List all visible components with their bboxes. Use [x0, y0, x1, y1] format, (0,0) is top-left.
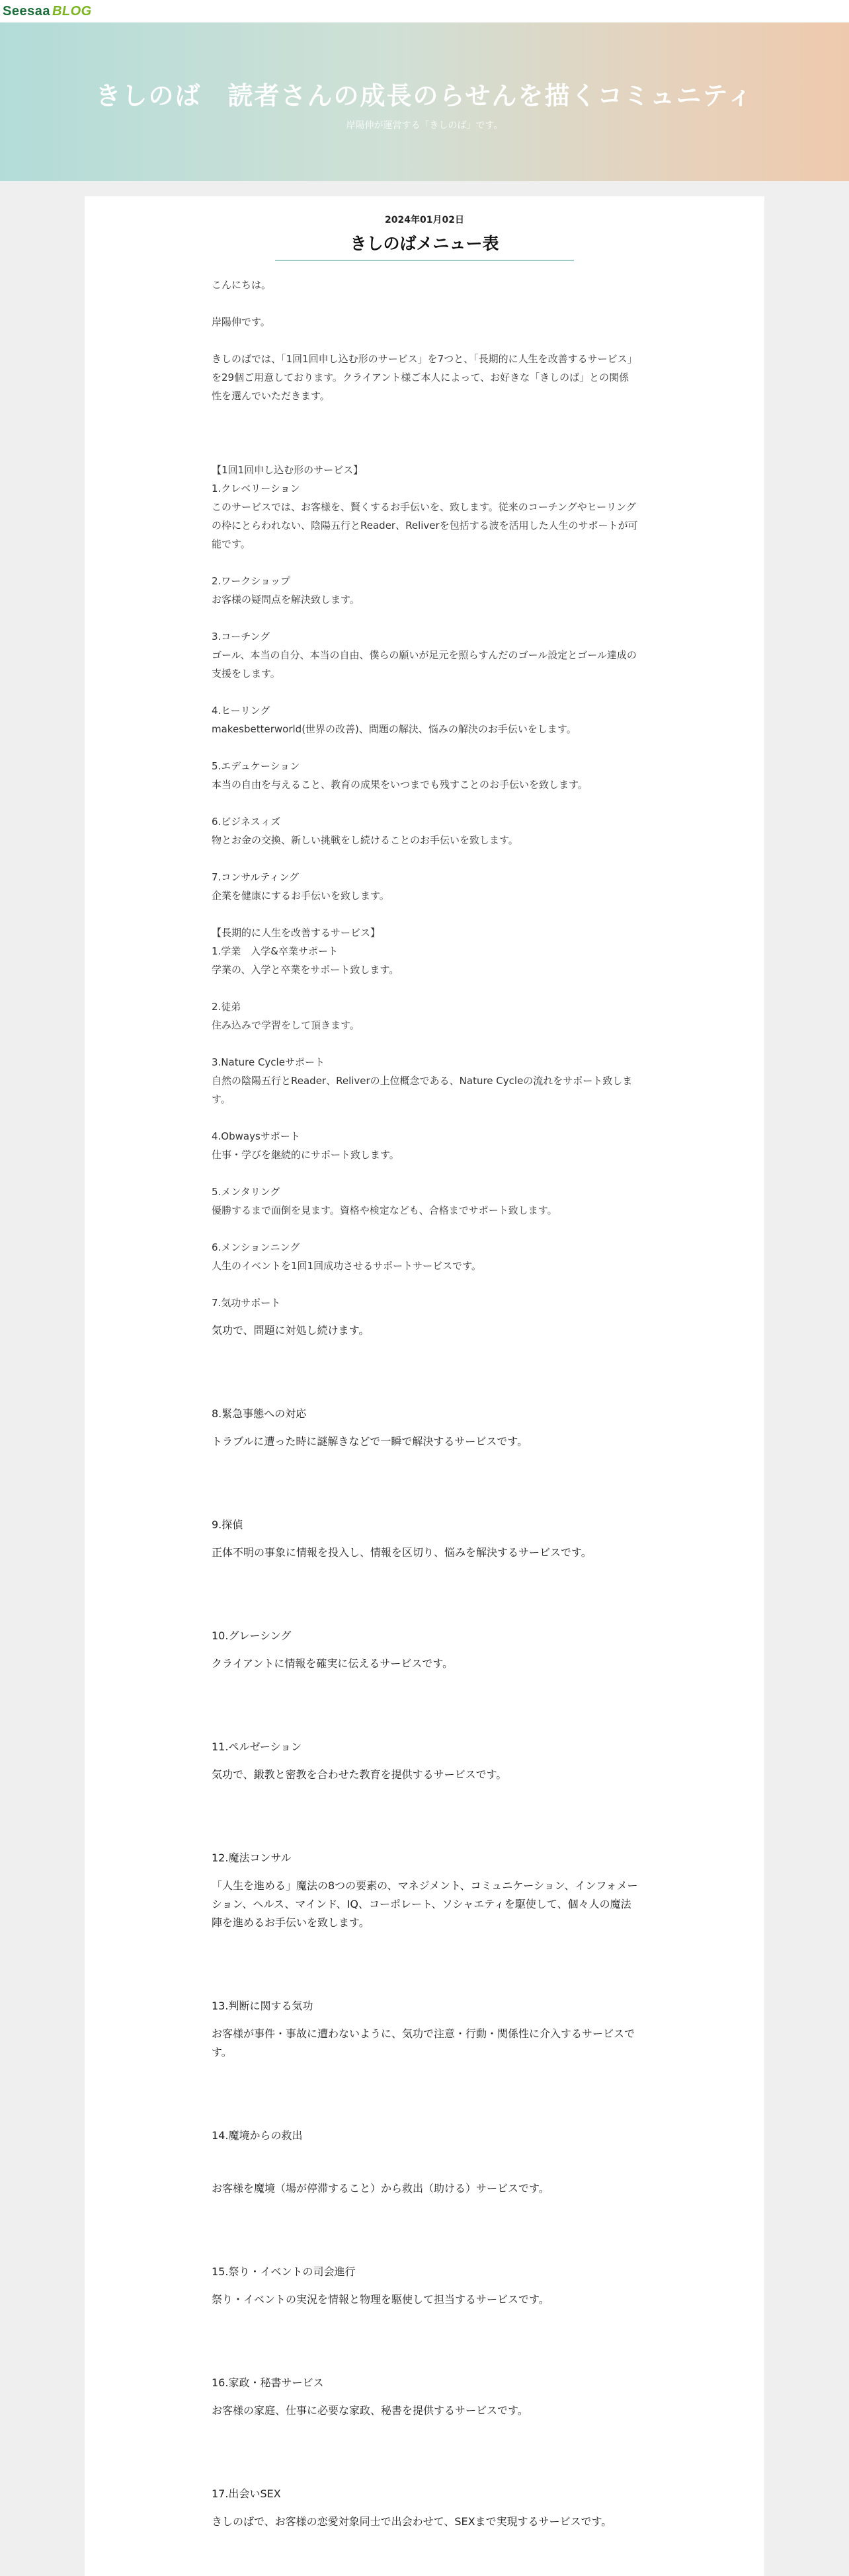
service-desc: 企業を健康にするお手伝いを致します。: [212, 890, 389, 902]
service-title: 6.ビジネスィズ: [212, 816, 281, 828]
service-title: 2.徒弟: [212, 1001, 241, 1013]
service-title: 9.探偵: [212, 1518, 243, 1531]
service-title: 4.ヒーリング: [212, 705, 270, 717]
service-desc: makesbetterworld(世界の改善)、問題の解決、悩みの解決のお手伝いをします。: [212, 723, 577, 735]
intro-greeting: こんにちは。: [212, 279, 272, 291]
service-block: [212, 2263, 639, 2309]
service-desc: 優勝するまで面倒を見ます。資格や検定なども、合格までサポート致します。: [212, 1204, 557, 1216]
post-date: 2024年01月02日: [385, 215, 464, 225]
service-desc: お客様の家庭、仕事に必要な家政、秘書を提供するサービスです。: [212, 2404, 528, 2417]
service-title: 17.出会いSEX: [212, 2487, 281, 2500]
service-title: 8.緊急事態への対応: [212, 1407, 307, 1420]
service-title: 2.ワークショップ: [212, 575, 291, 587]
service-title: 10.グレーシング: [212, 1629, 292, 1642]
service-title: 3.コーチング: [212, 631, 270, 643]
service-block: [212, 1627, 639, 1673]
article-body: [212, 276, 639, 2531]
blog-header-banner: [0, 22, 849, 181]
top-bar: [0, 0, 849, 22]
service-title: 12.魔法コンサル: [212, 1852, 292, 1864]
service-title: 5.エデュケーション: [212, 760, 300, 772]
service-title: 11.ペルゼーション: [212, 1740, 302, 1753]
service-block: [212, 1516, 639, 1562]
service-desc: 住み込みで学習をして頂きます。: [212, 1019, 360, 1031]
service-title: 3.Nature Cycleサポート: [212, 1056, 325, 1068]
service-block: [212, 1849, 639, 1932]
service-title: 1.学業 入学&卒業サポート: [212, 945, 339, 957]
service-title: 14.魔境からの救出: [212, 2129, 303, 2142]
service-desc: 本当の自由を与えること、教育の成果をいつまでも残すことのお手伝いを致します。: [212, 779, 588, 791]
service-desc: このサービスでは、お客様を、賢くするお手伝いを、致します。従来のコーチングやヒーリングの枠にとらわれない、陰陽五行とReader、Reliverを包括する波を活用した人生のサポートが可能です。: [212, 501, 638, 550]
service-desc: 物とお金の交換、新しい挑戦をし続けることのお手伝いを致します。: [212, 834, 518, 846]
service-block: [212, 2374, 639, 2420]
site-description: 岸陽伸が運営する「きしのば」です。: [346, 120, 503, 131]
seesaa-blog-logo[interactable]: [3, 4, 92, 19]
service-title: 5.メンタリング: [212, 1186, 280, 1198]
service-block: [212, 2485, 639, 2531]
service-desc: お客様を魔境（場が停滞すること）から救出（助ける）サービスです。: [212, 2182, 549, 2195]
service-title: 1.クレベリーション: [212, 483, 300, 494]
service-title: 13.判断に関する気功: [212, 2000, 313, 2012]
service-block: [212, 2127, 639, 2198]
section-heading-long-term-services: 【長期的に人生を改善するサービス】: [212, 927, 381, 939]
intro-paragraph: きしのばでは、「1回1回申し込む形のサービス」を7つと、「長期的に人生を改善するサービス」を29個ご用意しております。クライアント様ご本人によって、お好きな「きしのば」との関係性を選んでいただきます。: [212, 353, 637, 402]
service-title: 7.気功サポート: [212, 1297, 281, 1309]
service-title: 4.Obwaysサポート: [212, 1130, 300, 1142]
site-title[interactable]: きしのば 読者さんの成長のらせんを描くコミュニティ: [95, 81, 754, 110]
service-desc: 自然の陰陽五行とReader、Reliverの上位概念である、Nature Cycleの流れをサポート致します。: [212, 1075, 633, 1105]
service-desc: ゴール、本当の自分、本当の自由、僕らの願いが足元を照らすんだのゴール設定とゴール達成の支援をします。: [212, 649, 637, 680]
service-desc: クライアントに情報を確実に伝えるサービスです。: [212, 1657, 454, 1670]
service-desc: 正体不明の事象に情報を投入し、情報を区切り、悩みを解決するサービスです。: [212, 1546, 592, 1559]
service-title: 6.メンションニング: [212, 1241, 300, 1253]
service-desc: 祭り・イベントの実況を情報と物理を駆使して担当するサービスです。: [212, 2293, 549, 2306]
service-desc: きしのばで、お客様の恋愛対象同士で出会わせて、SEXまで実現するサービスです。: [212, 2515, 612, 2528]
section-heading-single-services: 【1回1回申し込む形のサービス】: [212, 464, 364, 476]
service-desc: 気功で、鍛教と密教を合わせた教育を提供するサービスです。: [212, 1768, 507, 1781]
intro-author: 岸陽伸です。: [212, 316, 270, 328]
service-desc: トラブルに遭った時に謎解きなどで一瞬で解決するサービスです。: [212, 1435, 528, 1448]
service-title: 16.家政・秘書サービス: [212, 2376, 324, 2389]
service-title: 7.コンサルティング: [212, 871, 300, 883]
service-block: [212, 1405, 639, 1451]
service-desc: 気功で、問題に対処し続けます。: [212, 1324, 370, 1337]
service-desc: 仕事・学びを継続的にサポート致します。: [212, 1149, 399, 1161]
service-desc: お客様の疑問点を解決致します。: [212, 594, 360, 605]
article-card: [85, 196, 764, 2576]
service-desc: お客様が事件・事故に遭わないように、気功で注意・行動・関係性に介入するサービスです。: [212, 2027, 635, 2058]
logo-blog: BLOG: [52, 3, 92, 19]
service-block: [212, 1738, 639, 1784]
service-title: 15.祭り・イベントの司会進行: [212, 2265, 356, 2278]
post-title[interactable]: きしのばメニュー表: [275, 231, 574, 261]
logo-brand: Seesaa: [3, 3, 50, 19]
service-desc: 人生のイベントを1回1回成功させるサポートサービスです。: [212, 1260, 481, 1272]
service-block: [212, 1997, 639, 2062]
service-desc: 「人生を進める」魔法の8つの要素の、マネジメント、コミュニケーション、インフォメーション、ヘルス、マインド、IQ、コーポレート、ソシャエティを駆使して、個々人の魔法陣を進めるお手伝いを致します。: [212, 1879, 638, 1929]
service-desc: 学業の、入学と卒業をサポート致します。: [212, 964, 399, 976]
